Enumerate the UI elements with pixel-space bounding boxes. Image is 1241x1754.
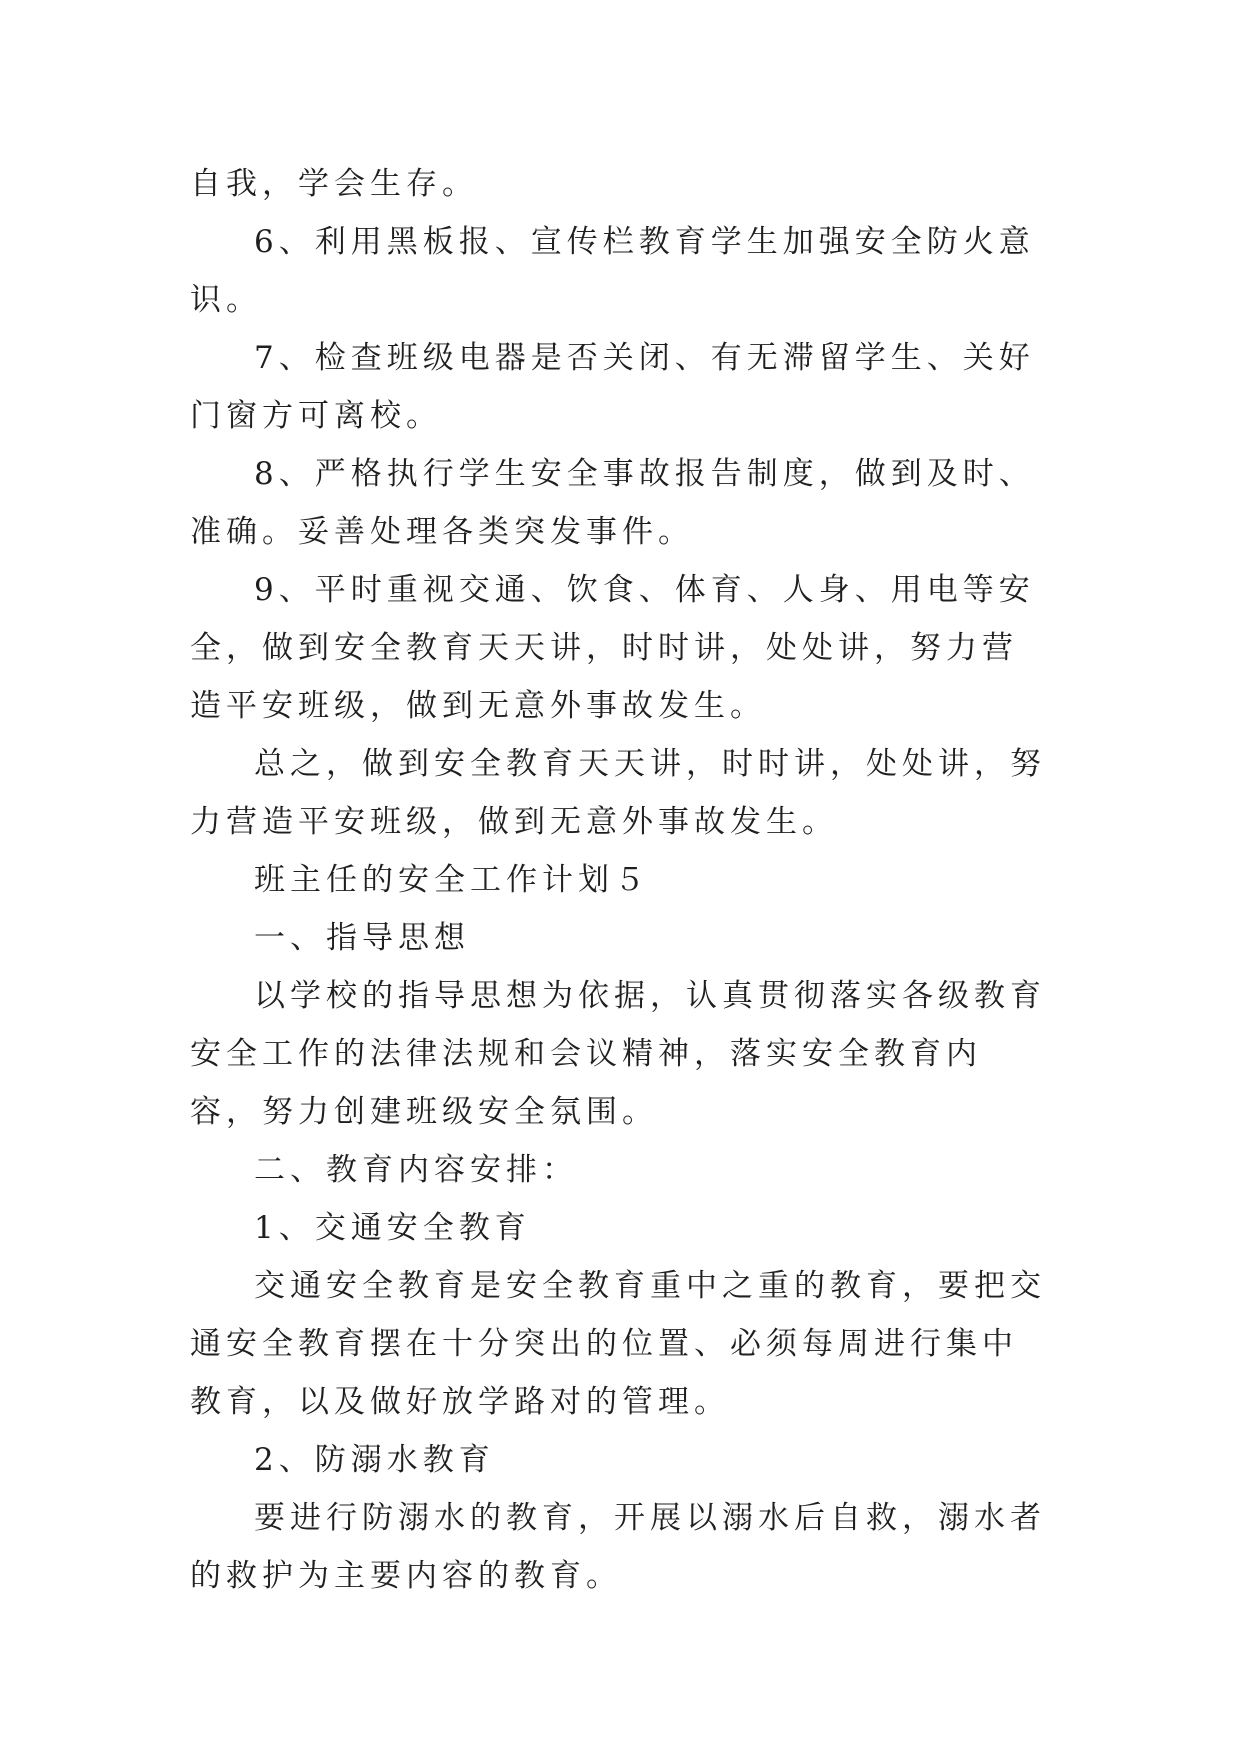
heading: 二、教育内容安排： [254, 1152, 578, 1188]
section-title: 班主任的安全工作计划５ [254, 862, 650, 898]
paragraph: 以学校的指导思想为依据，认真贯彻落实各级教育安全工作的法律法规和会议精神，落实安全教育内容，努力创建班级安全氛围。 [190, 978, 1046, 1130]
document-body [190, 155, 1050, 1605]
paragraph: 总之，做到安全教育天天讲，时时讲，处处讲，努力营造平安班级，做到无意外事故发生。 [190, 746, 1046, 840]
subheading: 1、交通安全教育 [254, 1210, 531, 1246]
paragraph: 9、平时重视交通、饮食、体育、人身、用电等安全，做到安全教育天天讲，时时讲，处处讲，努力营造平安班级，做到无意外事故发生。 [190, 572, 1035, 724]
heading: 一、指导思想 [254, 920, 470, 956]
paragraph: 6、利用黑板报、宣传栏教育学生加强安全防火意识。 [190, 224, 1035, 318]
paragraph: 8、严格执行学生安全事故报告制度，做到及时、准确。妥善处理各类突发事件。 [190, 456, 1035, 550]
paragraph: 7、检查班级电器是否关闭、有无滞留学生、关好门窗方可离校。 [190, 340, 1035, 434]
paragraph: 要进行防溺水的教育，开展以溺水后自救，溺水者的救护为主要内容的教育。 [190, 1500, 1046, 1594]
subheading: 2、防溺水教育 [254, 1442, 495, 1478]
paragraph: 交通安全教育是安全教育重中之重的教育，要把交通安全教育摆在十分突出的位置、必须每周进行集中教育，以及做好放学路对的管理。 [190, 1268, 1046, 1420]
paragraph: 自我，学会生存。 [190, 166, 478, 202]
